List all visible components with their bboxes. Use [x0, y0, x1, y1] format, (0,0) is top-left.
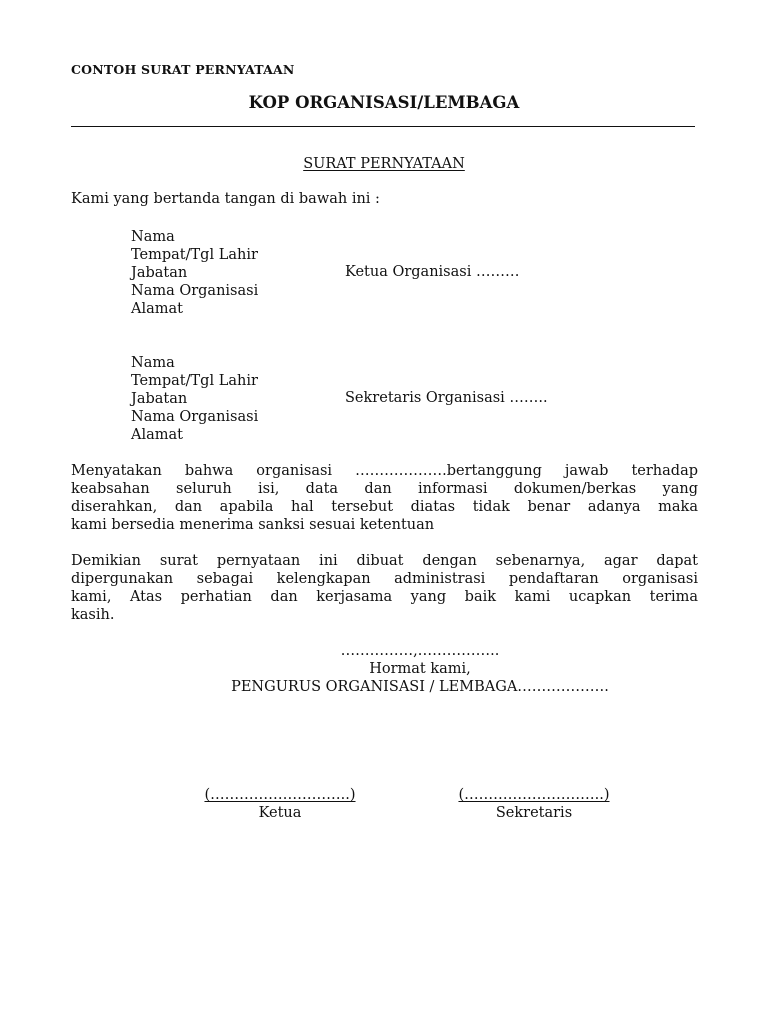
paragraph-line: keabsahan seluruh isi, data dan informasi dokumen/berkas yang	[71, 481, 698, 497]
signature-sekretaris	[446, 786, 622, 822]
signatory-2-fields	[131, 354, 258, 444]
intro-text: Kami yang bertanda tangan di bawah ini :	[71, 191, 380, 207]
signature-blank: (………………………..)	[204, 787, 356, 803]
paragraph-line: kasih.	[71, 607, 115, 623]
greeting-text: Hormat kami,	[369, 661, 471, 677]
letterhead-title: KOP ORGANISASI/LEMBAGA	[248, 93, 520, 112]
field-label: Nama	[131, 355, 175, 371]
paragraph-line: dipergunakan sebagai kelengkapan administrasi pendaftaran organisasi	[71, 571, 698, 587]
paragraph-line: kami, Atas perhatian dan kerjasama yang baik kami ucapkan terima	[71, 589, 698, 605]
paragraph-line: Demikian surat pernyataan ini dibuat dengan sebenarnya, agar dapat	[71, 553, 698, 569]
signatory-1-position-value: Ketua Organisasi ………	[345, 264, 520, 280]
organization-board-text: PENGURUS ORGANISASI / LEMBAGA……………….	[231, 679, 609, 695]
signature-title: Sekretaris	[495, 805, 573, 821]
field-label: Tempat/Tgl Lahir	[131, 247, 258, 263]
place-date-line: ……………,……………..	[340, 643, 500, 659]
signature-ketua	[192, 786, 368, 822]
field-label: Tempat/Tgl Lahir	[131, 373, 258, 389]
signatory-2-position-value: Sekretaris Organisasi ……..	[345, 390, 548, 406]
signature-blank: (………………………..)	[458, 787, 610, 803]
paragraph-line: Menyatakan bahwa organisasi ……………….bertanggung jawab terhadap	[71, 463, 698, 479]
letter-subject	[0, 156, 768, 172]
paragraph-line: kami bersedia menerima sanksi sesuai ketentuan	[71, 517, 435, 533]
field-label: Nama Organisasi	[131, 283, 259, 299]
field-label: Alamat	[131, 301, 183, 317]
field-label: Nama Organisasi	[131, 409, 259, 425]
statement-paragraph	[71, 462, 698, 534]
closing-paragraph	[71, 552, 698, 624]
signatory-1-fields	[131, 228, 258, 318]
field-label: Jabatan	[131, 265, 188, 281]
document-label: CONTOH SURAT PERNYATAAN	[71, 62, 295, 77]
paragraph-line: diserahkan, dan apabila hal tersebut diatas tidak benar adanya maka	[71, 499, 698, 515]
letter-subject-text: SURAT PERNYATAAN	[303, 156, 465, 172]
field-label: Nama	[131, 229, 175, 245]
signature-title: Ketua	[258, 805, 302, 821]
letterhead-divider	[71, 126, 695, 127]
field-label: Jabatan	[131, 391, 188, 407]
signature-header	[160, 642, 680, 696]
field-label: Alamat	[131, 427, 183, 443]
